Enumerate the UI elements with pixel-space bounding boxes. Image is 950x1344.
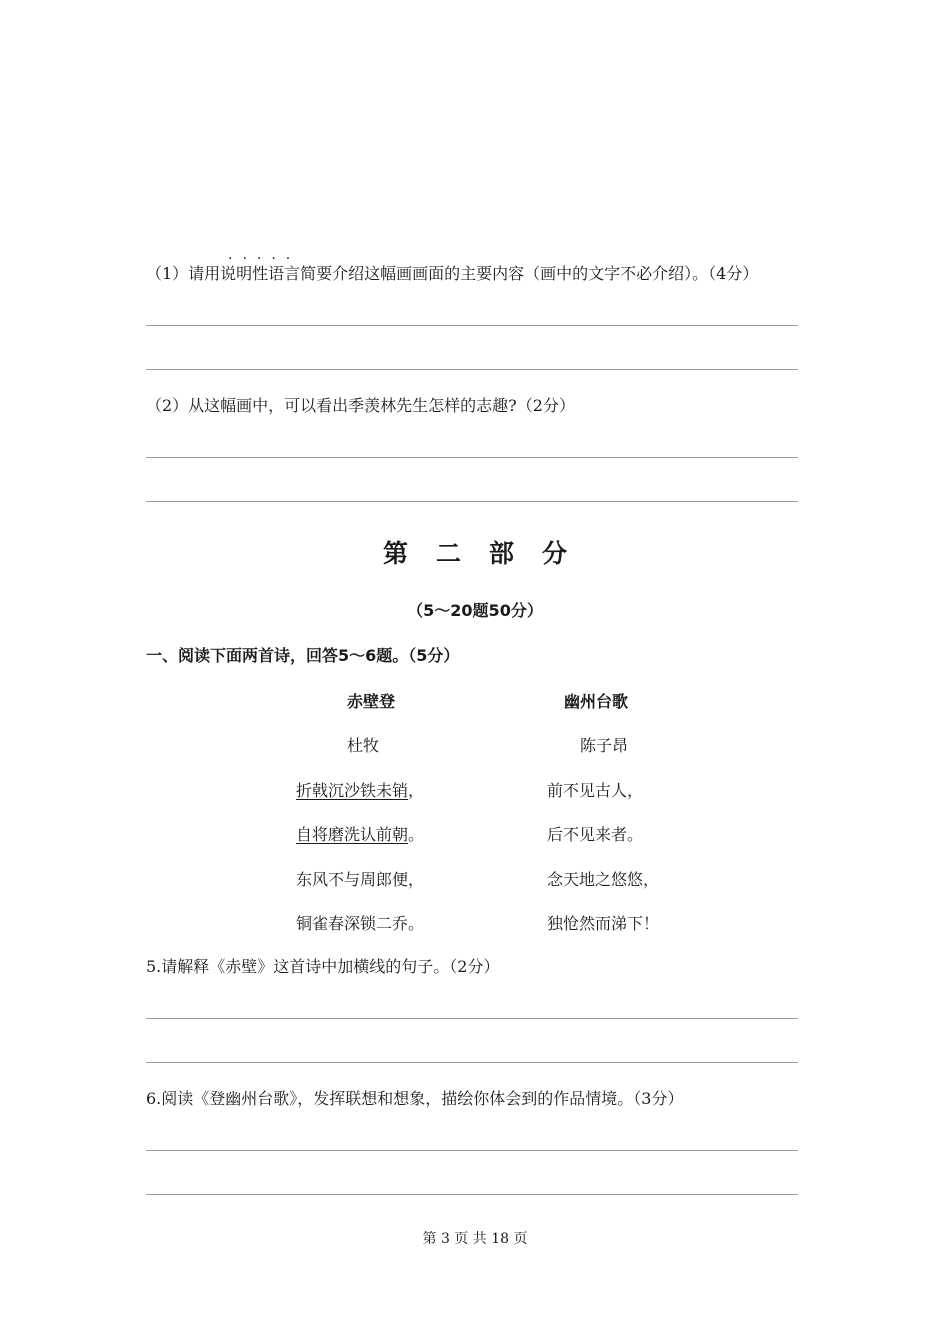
answer-line[interactable] [146, 325, 798, 326]
poem1-line-4: 铜雀春深锁二乔。 [296, 914, 425, 933]
poem2-line-1: 前不见古人， [547, 781, 644, 800]
poem2-title: 幽州台歌 [564, 692, 629, 711]
answer-line[interactable] [146, 501, 798, 502]
poem1-line-2 [296, 822, 424, 845]
poem2-line-3: 念天地之悠悠， [547, 870, 660, 889]
section-heading: 一、阅读下面两首诗，回答5～6题。（5分） [146, 646, 460, 665]
underlined-text: 自将磨洗认前朝 [296, 825, 409, 844]
emphasis-dots: ..... [228, 247, 301, 263]
underlined-text: 折戟沉沙铁未销 [296, 781, 409, 800]
answer-line[interactable] [146, 369, 798, 370]
answer-line[interactable] [146, 457, 798, 458]
question-6: 6.阅读《登幽州台歌》，发挥联想和想象，描绘你体会到的作品情境。（3分） [146, 1089, 684, 1108]
poem1-author: 杜牧 [347, 736, 380, 755]
poem1-title: 赤壁登 [347, 692, 396, 711]
question-2: （2）从这幅画中，可以看出季羡林先生怎样的志趣?（2分） [146, 396, 575, 415]
poem2-line-4: 独怆然而涕下！ [547, 914, 660, 933]
answer-line[interactable] [146, 1018, 798, 1019]
poem2-line-2: 后不见来者。 [547, 825, 644, 844]
answer-line[interactable] [146, 1150, 798, 1151]
poem2-author: 陈子昂 [580, 736, 629, 755]
part-subtitle: （5～20题50分） [407, 601, 543, 620]
punctuation: ， [408, 781, 425, 800]
part-title: 第二部分 [382, 539, 595, 568]
page-footer: 第 3 页 共 18 页 [422, 1231, 528, 1247]
answer-line[interactable] [146, 1194, 798, 1195]
question-1: （1）请用说明性语言简要介绍这幅画画面的主要内容（画中的文字不必介绍）。（4分） [146, 264, 759, 283]
punctuation: 。 [408, 825, 425, 844]
answer-line[interactable] [146, 1062, 798, 1063]
poem1-line-1 [296, 778, 424, 801]
poem1-line-3: 东风不与周郎便， [296, 870, 425, 889]
question-5: 5.请解释《赤壁》这首诗中加横线的句子。（2分） [146, 957, 500, 976]
